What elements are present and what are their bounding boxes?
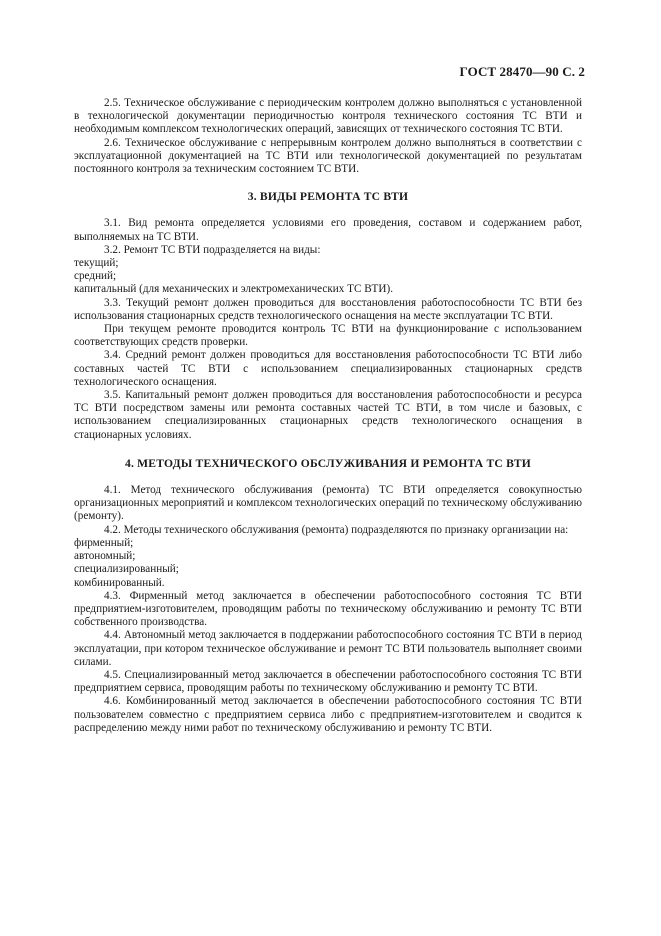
list-item: капитальный (для механических и электромеханических ТС ВТИ). — [74, 283, 393, 296]
paragraph-4-4: 4.4. Автономный метод заключается в поддержании работоспособного состояния ТС ВТИ в период эксплуатации, при котором техническое обслуживание и ремонт ТС ВТИ пользователь выполняет своими силами. — [74, 629, 582, 668]
paragraph-4-6: 4.6. Комбинированный метод заключается в обеспечении работоспособного состояния ТС ВТИ пользователем совместно с предприятием сервиса либо с предприятием-изготовителем и сводится к распределению между ними работ по техническому обслуживанию и ремонту ТС ВТИ. — [74, 695, 582, 734]
paragraph-3-3: 3.3. Текущий ремонт должен проводиться для восстановления работоспособности ТС ВТИ без использования стационарных средств технологического оснащения на месте эксплуатации ТС ВТИ. — [74, 296, 582, 322]
paragraph-3-4: 3.4. Средний ремонт должен проводиться для восстановления работоспособности ТС ВТИ либо составных частей ТС ВТИ с использованием специализированных стационарных средств технологического оснащения. — [74, 349, 582, 388]
paragraph-4-5: 4.5. Специализированный метод заключается в обеспечении работоспособного состояния ТС ВТИ предприятием сервиса, проводящим работы по техническому обслуживанию и ремонту ТС ВТИ. — [74, 668, 582, 695]
paragraph-4-2: 4.2. Методы технического обслуживания (ремонта) подразделяются по признаку организации на: — [104, 523, 569, 536]
list-item: средний; — [74, 270, 117, 283]
paragraph-4-3: 4.3. Фирменный метод заключается в обеспечении работоспособного состояния ТС ВТИ предприятием-изготовителем, проводящим работы по техническому обслуживанию и ремонту ТС ВТИ собственного производства. — [74, 589, 582, 629]
document-body — [74, 97, 582, 735]
section-3-heading: 3. ВИДЫ РЕМОНТА ТС ВТИ — [247, 190, 409, 204]
list-item: специализированный; — [74, 563, 179, 576]
list-item: комбинированный. — [74, 576, 165, 589]
paragraph-3-5: 3.5. Капитальный ремонт должен проводиться для восстановления работоспособности и ресурса ТС ВТИ посредством замены или ремонта составных частей ТС ВТИ, в том числе и базовых, с использованием специализированных стационарных средств технологического оснащения в стационарных условиях. — [74, 389, 582, 441]
list-item: текущий; — [74, 257, 119, 270]
paragraph-3-3-note: При текущем ремонте проводится контроль ТС ВТИ на функционирование с использованием соответствующих средств проверки. — [74, 323, 582, 349]
paragraph-2-6: 2.6. Техническое обслуживание с непрерывным контролем должно выполняться в соответствии с эксплуатационной документацией на ТС ВТИ или технологической документацией по результатам постоянного контроля за техническим состоянием ТС ВТИ. — [74, 136, 582, 176]
paragraph-3-1: 3.1. Вид ремонта определяется условиями его проведения, составом и содержанием работ, выполняемых на ТС ВТИ. — [74, 217, 582, 243]
document-reference: ГОСТ 28470—90 С. 2 — [459, 64, 585, 79]
list-item: фирменный; — [74, 536, 134, 549]
section-4-heading: 4. МЕТОДЫ ТЕХНИЧЕСКОГО ОБСЛУЖИВАНИЯ И РЕМОНТА ТС ВТИ — [124, 456, 532, 470]
paragraph-3-2: 3.2. Ремонт ТС ВТИ подразделяется на виды: — [104, 243, 321, 256]
list-item: автономный; — [74, 550, 136, 563]
paragraph-4-1: 4.1. Метод технического обслуживания (ремонта) ТС ВТИ определяется совокупностью организационных мероприятий и комплексом технологических операций по техническому обслуживанию (ремонту). — [74, 484, 582, 523]
paragraph-2-5: 2.5. Техническое обслуживание с периодическим контролем должно выполняться с установленной в технологической документации периодичностью контроля технического состояния ТС ВТИ и необходимым комплексом технологических операций, зависящих от технического состояния ТС ВТИ. — [74, 97, 582, 136]
